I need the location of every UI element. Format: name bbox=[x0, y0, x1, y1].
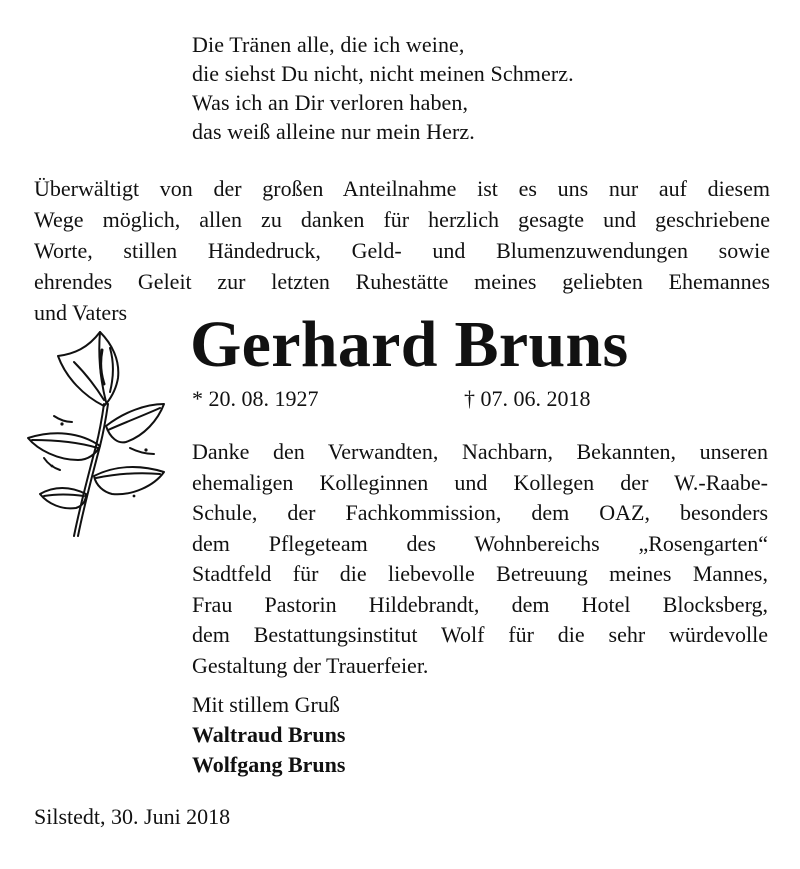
intro-line: Überwältigt von der großen Anteilnahme ist es uns nur auf diesem bbox=[34, 176, 770, 201]
thanks-line: Frau Pastorin Hildebrandt, dem Hotel Blocksberg, bbox=[192, 591, 768, 617]
poem-line: das weiß alleine nur mein Herz. bbox=[192, 119, 475, 144]
intro-line: Worte, stillen Händedruck, Geld- und Blumenzuwendungen sowie bbox=[34, 238, 770, 263]
calla-lily-icon bbox=[14, 326, 184, 546]
intro-line: ehrendes Geleit zur letzten Ruhestätte meines geliebten Ehemannes bbox=[34, 269, 770, 294]
poem-line: Die Tränen alle, die ich weine, bbox=[192, 32, 465, 57]
deceased-name: Gerhard Bruns bbox=[190, 308, 629, 381]
thanks-line: Gestaltung der Trauerfeier. bbox=[192, 652, 429, 678]
greeting: Mit stillem Gruß bbox=[192, 692, 340, 717]
place-and-date: Silstedt, 30. Juni 2018 bbox=[34, 804, 231, 829]
intro-line: Wege möglich, allen zu danken für herzlich gesagte und geschriebene bbox=[34, 207, 770, 232]
thanks-line: ehemaligen Kolleginnen und Kollegen der W.-Raabe- bbox=[192, 469, 768, 495]
intro-line: und Vaters bbox=[34, 300, 128, 325]
thanks-line: dem Bestattungsinstitut Wolf für die sehr würdevolle bbox=[192, 622, 768, 647]
poem-line: die siehst Du nicht, nicht meinen Schmerz. bbox=[192, 61, 574, 86]
thanks-line: Schule, der Fachkommission, dem OAZ, besonders bbox=[192, 500, 768, 525]
signer-name: Waltraud Bruns bbox=[192, 722, 346, 747]
birth-date: * 20. 08. 1927 bbox=[192, 386, 319, 411]
thanks-line: Stadtfeld für die liebevolle Betreuung meines Mannes, bbox=[192, 561, 768, 586]
thanks-paragraph bbox=[192, 437, 768, 681]
thanks-line: Danke den Verwandten, Nachbarn, Bekannten, unseren bbox=[192, 439, 768, 464]
signoff bbox=[192, 690, 345, 780]
poem-line: Was ich an Dir verloren haben, bbox=[192, 90, 469, 115]
signer-name: Wolfgang Bruns bbox=[192, 752, 346, 777]
thanks-line: dem Pflegeteam des Wohnbereichs „Rosengarten“ bbox=[192, 530, 768, 556]
poem bbox=[192, 30, 712, 146]
death-date: † 07. 06. 2018 bbox=[464, 386, 591, 411]
